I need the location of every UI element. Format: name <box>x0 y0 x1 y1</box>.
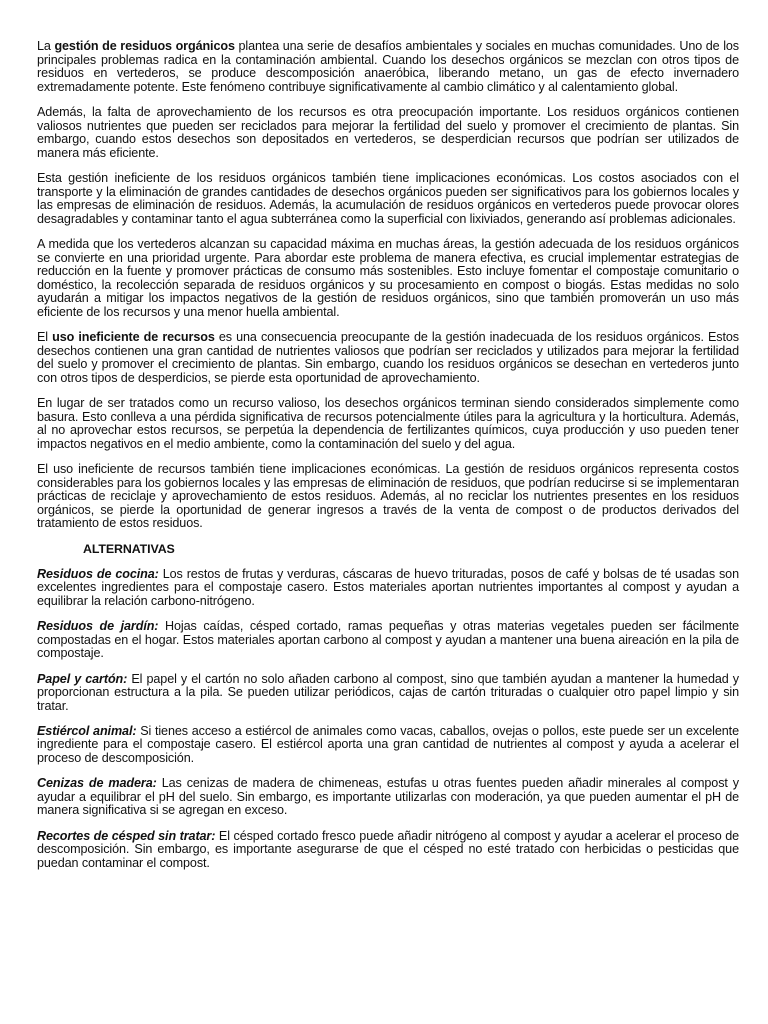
paragraph-5-body: es una consecuencia preocupante de la gestión inadecuada de los residuos orgánicos. Estos desechos contienen una gran cantidad de nutrientes valiosos que podrían ser reciclados y utilizados para mejorar la fertilidad del suelo y promover el crecimiento de plantas. Sin embargo, cuando los residuos orgánicos se desechan en vertederos junto con otros tipos de desperdicios, se pierde esta oportunidad de aprovechamiento. <box>37 330 739 385</box>
alternative-text: Los restos de frutas y verduras, cáscaras de huevo trituradas, posos de café y bolsas de té usadas son excelentes ingredientes para el compostaje casero. Estos materiales aportan nutrientes importantes al compost y ayudan a equilibrar la relación carbono-nitrógeno. <box>37 566 739 608</box>
paragraph-5 <box>37 331 739 385</box>
alternative-term: Cenizas de madera: <box>37 776 157 791</box>
alternative-term: Residuos de cocina: <box>37 566 159 581</box>
paragraph-5-lead: El <box>37 330 53 345</box>
alternative-term: Residuos de jardín: <box>37 619 159 634</box>
paragraph-6: En lugar de ser tratados como un recurso valioso, los desechos orgánicos terminan siendo considerados simplemente como basura. Esto conlleva a una pérdida significativa de recursos potencialmente útiles para la agricultura y la horticultura. Además, al no aprovechar estos recursos, se perpetúa la dependencia de fertilizantes químicos, cuya producción y uso pueden tener impactos negativos en el medio ambiente, como la contaminación del suelo y del agua. <box>37 396 739 451</box>
alternative-text: Si tienes acceso a estiércol de animales como vacas, caballos, ovejas o pollos, este puede ser un excelente ingrediente para el compostaje casero. El estiércol aporta una gran cantidad de nutrientes al compost y ayuda a acelerar el proceso de descomposición. <box>37 723 739 766</box>
alternative-text: El césped cortado fresco puede añadir nitrógeno al compost y ayudar a acelerar el proceso de descomposición. Sin embargo, es importante asegurarse de que el césped no esté tratado con herbicidas o pesticidas que puedan contaminar el compost. <box>37 828 739 870</box>
alternative-text: Hojas caídas, césped cortado, ramas pequeñas y otras materias vegetales pueden ser fácilmente compostadas en el hogar. Estos materiales aportan carbono al compost y ayudan a mantener una buena aireación en la pila de compostaje. <box>37 619 739 661</box>
paragraph-1-bold-term: gestión de residuos orgánicos <box>54 39 235 53</box>
paragraph-7: El uso ineficiente de recursos también tiene implicaciones económicas. La gestión de residuos orgánicos representa costos considerables para los gobiernos locales y las empresas de eliminación de residuos, que podrían reducirse si se implementaran prácticas de reciclaje y aprovechamiento de estos residuos. Además, al no reciclar los nutrientes presentes en los residuos orgánicos, se pierde la oportunidad de generar ingresos a través de la venta de compost o de productos derivados del tratamiento de estos residuos. <box>37 462 739 531</box>
alternative-term: Recortes de césped sin tratar: <box>37 828 216 843</box>
alternative-grass-clippings <box>37 830 739 871</box>
paragraph-1-lead: La <box>37 39 55 53</box>
alternative-text: El papel y el cartón no solo añaden carbono al compost, sino que también ayudan a mantener la humedad y proporcionan estructura a la pila. Se pueden utilizar periódicos, cajas de cartón trituradas o cualquier otro papel limpio y sin tratar. <box>37 671 739 713</box>
alternative-animal-manure <box>37 725 739 766</box>
alternative-paper-cardboard <box>37 673 739 714</box>
alternative-text: Las cenizas de madera de chimeneas, estufas u otras fuentes pueden añadir minerales al compost y ayudar a equilibrar el pH del suelo. Sin embargo, es importante utilizarlas con moderación, ya que pueden aumentar el pH de manera significativa si se agregan en exceso. <box>37 776 739 818</box>
alternative-kitchen-waste <box>37 568 739 609</box>
alternative-wood-ash <box>37 777 739 818</box>
alternative-term: Estiércol animal: <box>37 723 137 738</box>
paragraph-4: A medida que los vertederos alcanzan su capacidad máxima en muchas áreas, la gestión adecuada de los residuos orgánicos se convierte en una prioridad urgente. Para abordar este problema de manera efectiva, es crucial implementar estrategias de reducción en la fuente y promover prácticas de consumo más sostenibles. Esto incluye fomentar el compostaje comunitario o doméstico, la recolección separada de residuos orgánicos y su procesamiento en compost o biogás. Estas medidas no solo ayudarán a mitigar los impactos negativos de la gestión de residuos orgánicos, sino que también promoverán un uso más eficiente de los recursos y una menor huella ambiental. <box>37 236 739 319</box>
paragraph-1 <box>37 40 739 94</box>
paragraph-2: Además, la falta de aprovechamiento de los recursos es otra preocupación importante. Los residuos orgánicos contienen valiosos nutrientes que pueden ser reciclados para mejorar la fertilidad del suelo y promover el crecimiento de plantas. Sin embargo, cuando estos desechos son depositados en vertederos, se desperdician recursos que podrían ser utilizados de manera más eficiente. <box>37 104 739 160</box>
alternative-term: Papel y cartón: <box>37 671 128 686</box>
paragraph-5-bold-term: uso ineficiente de recursos <box>52 330 215 345</box>
paragraph-1-body: plantea una serie de desafíos ambientales y sociales en muchas comunidades. Uno de los principales problemas radica en la contaminación ambiental. Cuando los desechos orgánicos se mezclan con otros tipos de residuos en vertederos, se produce descomposición anaeróbica, liberando metano, un gas de efecto invernadero extremadamente potente. Este fenómeno contribuye significativamente al cambio climático y al calentamiento global. <box>37 39 739 94</box>
alternative-garden-waste <box>37 620 739 661</box>
alternatives-heading: ALTERNATIVAS <box>83 541 175 556</box>
document-page <box>37 40 739 882</box>
paragraph-3: Esta gestión ineficiente de los residuos orgánicos también tiene implicaciones económicas. Los costos asociados con el transporte y la eliminación de grandes cantidades de desechos orgánicos pueden ser significativos para los gobiernos locales y las empresas de eliminación de residuos. Además, la acumulación de residuos orgánicos en vertederos puede provocar olores desagradables y contaminar tanto el agua subterránea como la superficial con lixiviados, generando así problemas adicionales. <box>37 170 739 226</box>
